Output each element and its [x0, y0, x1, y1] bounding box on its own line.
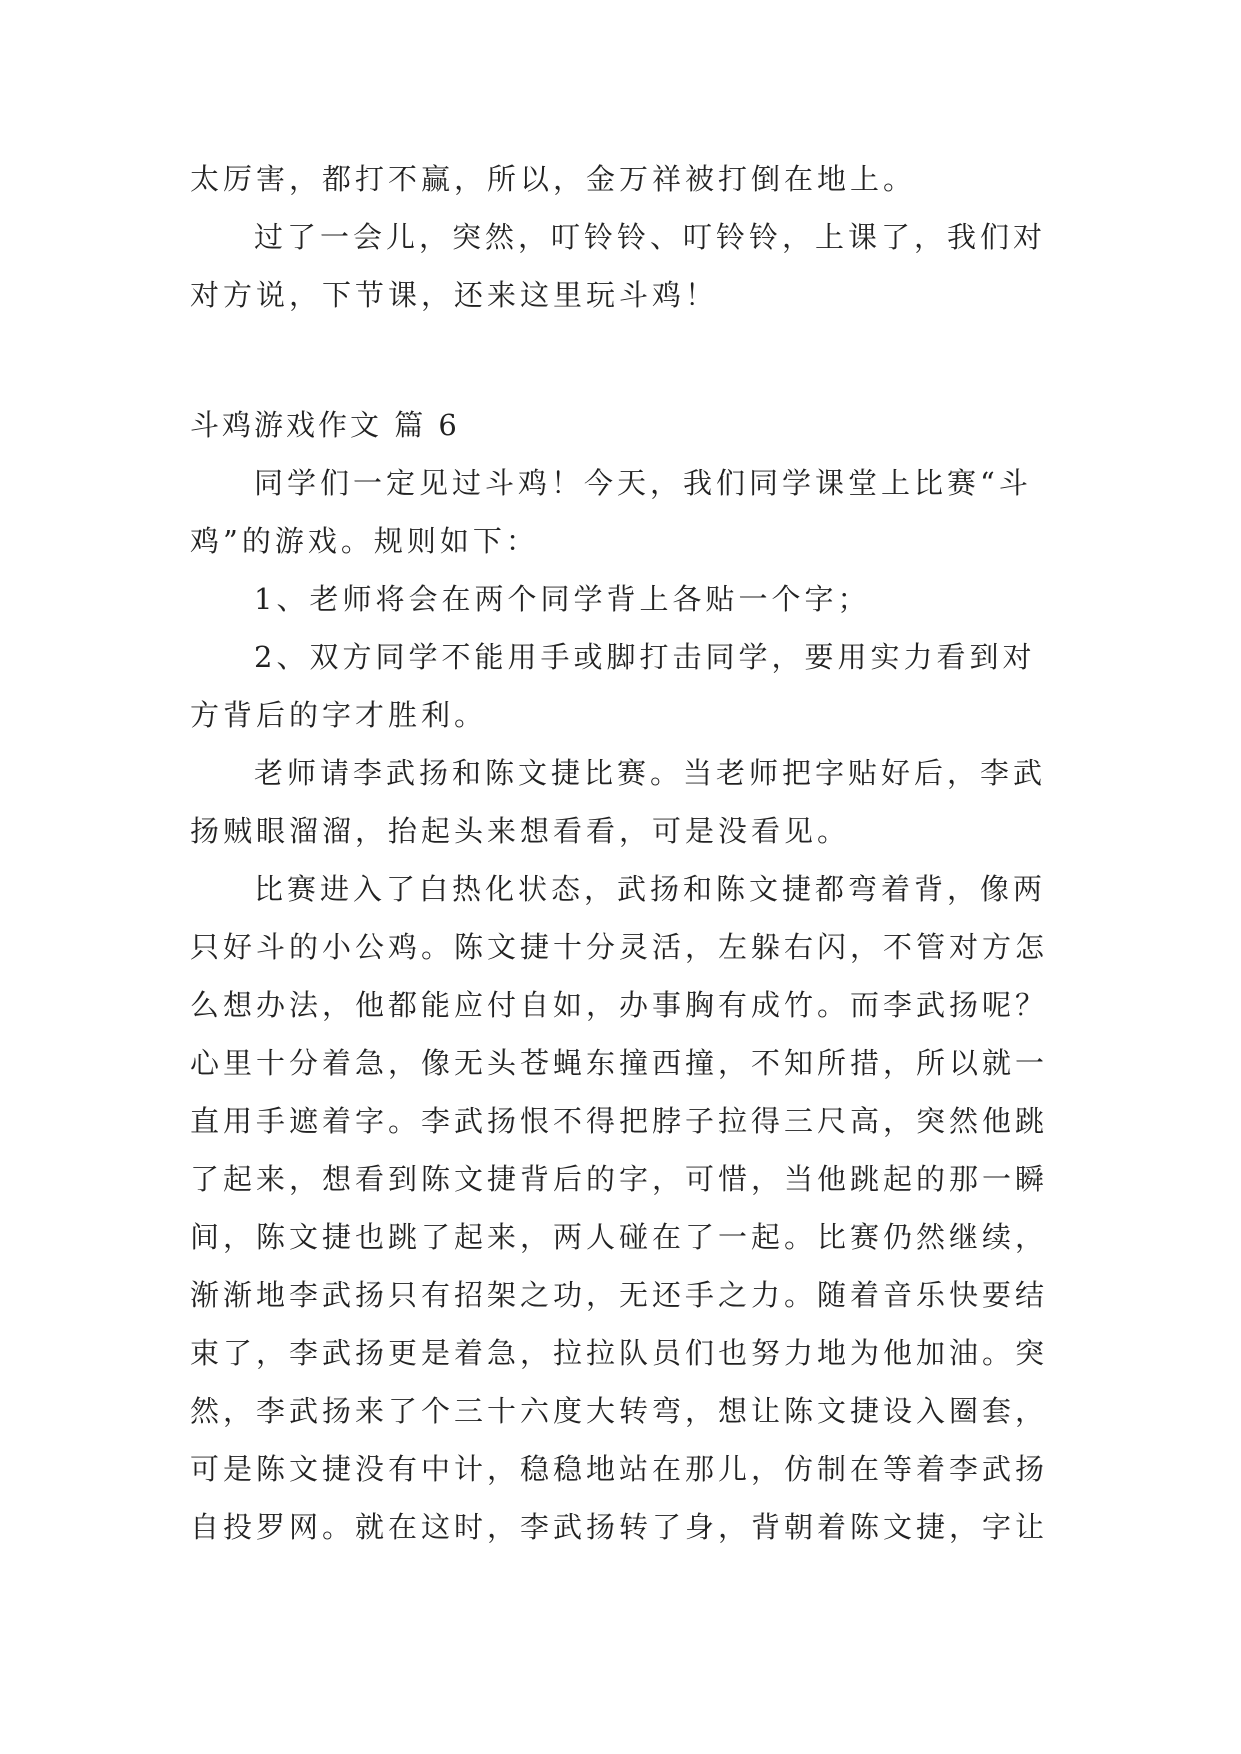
paragraph-line: 比赛进入了白热化状态，武扬和陈文捷都弯着背，像两: [254, 872, 1047, 906]
previous-section-tail: [190, 150, 1050, 324]
paragraph-line: 鸡”的游戏。规则如下：: [190, 524, 539, 558]
section-heading: 斗鸡游戏作文 篇 6: [190, 408, 460, 442]
paragraph-line: 老师请李武扬和陈文捷比赛。当老师把字贴好后，李武: [254, 756, 1047, 790]
paragraph-line: 自投罗网。就在这时，李武扬转了身，背朝着陈文捷，字让: [190, 1510, 1049, 1544]
paragraph-line: 太厉害，都打不赢，所以，金万祥被打倒在地上。: [190, 162, 917, 196]
paragraph-line: 方背后的字才胜利。: [190, 698, 488, 732]
paragraph-line: 了起来，想看到陈文捷背后的字，可惜，当他跳起的那一瞬: [190, 1162, 1049, 1196]
paragraph-line: 间，陈文捷也跳了起来，两人碰在了一起。比赛仍然继续，: [190, 1220, 1049, 1254]
paragraph-line: 1、老师将会在两个同学背上各贴一个字；: [254, 582, 871, 616]
essay-section: [190, 396, 1050, 1556]
paragraph-line: 对方说，下节课，还来这里玩斗鸡！: [190, 278, 719, 312]
paragraph-line: 过了一会儿，突然，叮铃铃、叮铃铃，上课了，我们对: [254, 220, 1047, 254]
paragraph-line: 心里十分着急，像无头苍蝇东撞西撞，不知所措，所以就一: [190, 1046, 1049, 1080]
paragraph-line: 然，李武扬来了个三十六度大转弯，想让陈文捷设入圈套，: [190, 1394, 1049, 1428]
paragraph-line: 只好斗的小公鸡。陈文捷十分灵活，左躲右闪，不管对方怎: [190, 930, 1049, 964]
paragraph-line: 渐渐地李武扬只有招架之功，无还手之力。随着音乐快要结: [190, 1278, 1049, 1312]
paragraph-line: 扬贼眼溜溜，抬起头来想看看，可是没看见。: [190, 814, 851, 848]
section-gap: [190, 324, 1050, 396]
paragraph-line: 么想办法，他都能应付自如，办事胸有成竹。而李武扬呢？: [190, 988, 1049, 1022]
paragraph-line: 2、双方同学不能用手或脚打击同学，要用实力看到对: [254, 640, 1036, 674]
paragraph-line: 直用手遮着字。李武扬恨不得把脖子拉得三尺高，突然他跳: [190, 1104, 1049, 1138]
document-page: [190, 150, 1050, 1556]
paragraph-line: 束了，李武扬更是着急，拉拉队员们也努力地为他加油。突: [190, 1336, 1049, 1370]
paragraph-line: 同学们一定见过斗鸡！今天，我们同学课堂上比赛“斗: [254, 466, 1032, 500]
paragraph-line: 可是陈文捷没有中计，稳稳地站在那儿，仿制在等着李武扬: [190, 1452, 1049, 1486]
